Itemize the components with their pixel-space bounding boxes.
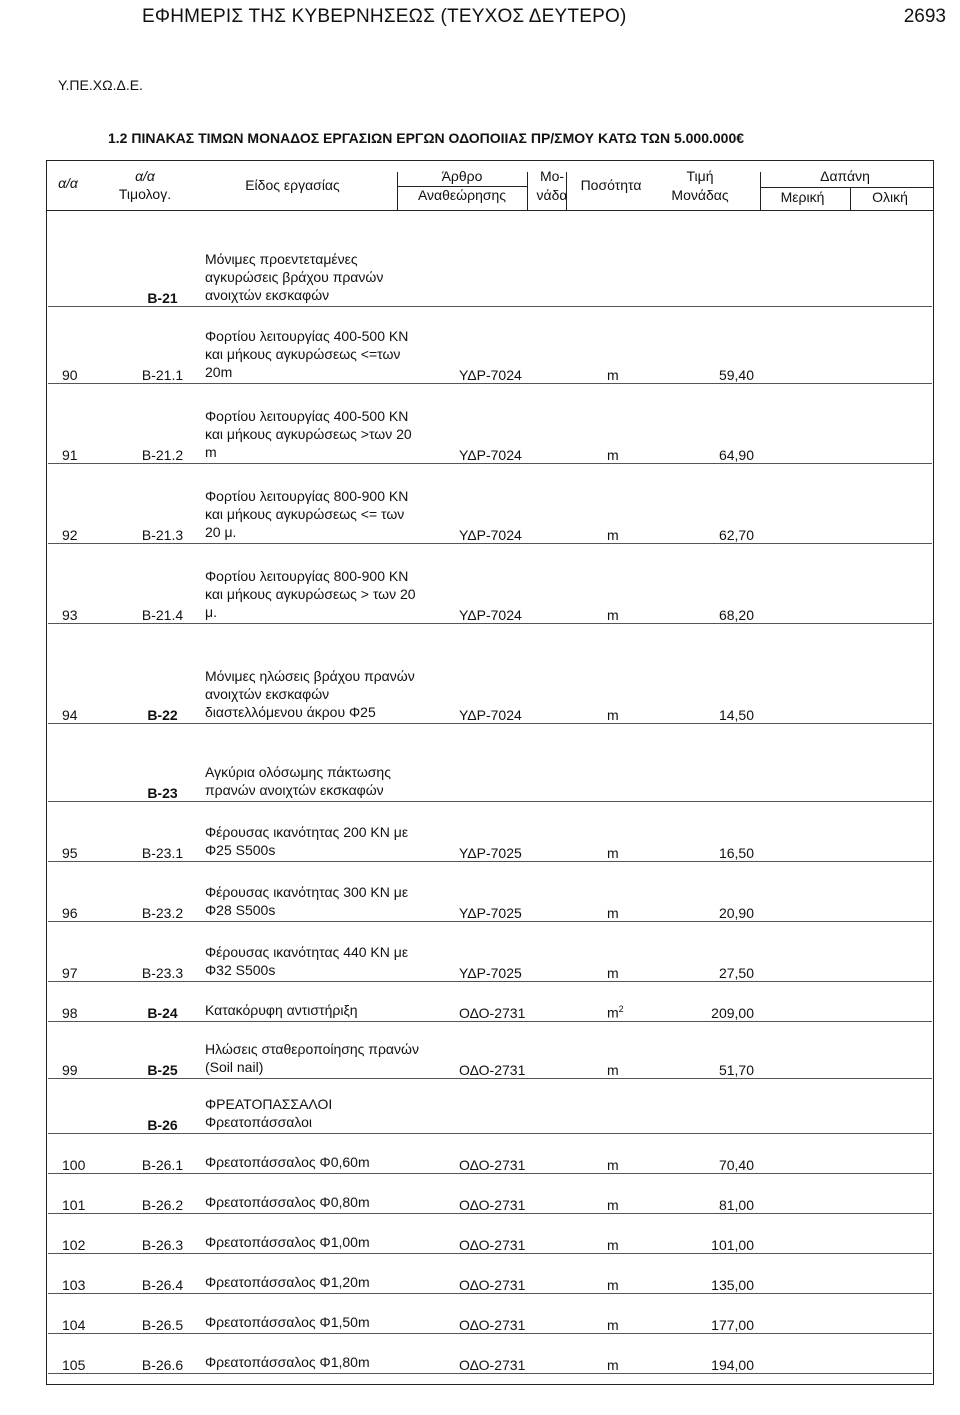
row-aa: 101 — [48, 1173, 120, 1213]
row-aa: 91 — [48, 383, 120, 463]
row-spacer — [754, 1213, 932, 1253]
row-article: ΥΔΡ-7024 — [423, 463, 599, 543]
row-description: Φρεατοπάσσαλος Φ1,50m — [205, 1293, 423, 1333]
row-article: ΟΔΟ-2731 — [423, 1213, 599, 1253]
row-aa: 97 — [48, 921, 120, 981]
row-unit-price: 20,90 — [679, 861, 754, 921]
table-row — [48, 1333, 932, 1373]
table-row — [48, 1293, 932, 1333]
table-row — [48, 1133, 932, 1173]
row-code: Β-25 — [120, 1021, 205, 1078]
row-spacer — [754, 921, 932, 981]
row-article — [423, 723, 599, 801]
row-unit: m — [599, 1133, 679, 1173]
row-code: Β-21.1 — [120, 306, 205, 383]
row-description: Φορτίου λειτουργίας 400-500 ΚΝ και μήκους αγκυρώσεως <=των 20m — [205, 306, 423, 383]
row-article: ΥΔΡ-7024 — [423, 623, 599, 723]
table-row — [48, 463, 932, 543]
header-vline — [566, 172, 567, 210]
organization-label: Υ.ΠΕ.ΧΩ.Δ.Ε. — [58, 77, 143, 93]
row-unit — [599, 216, 679, 306]
row-unit-price: 64,90 — [679, 383, 754, 463]
row-aa: 98 — [48, 981, 120, 1021]
col-meriki: Μερική — [780, 189, 825, 205]
row-spacer — [754, 543, 932, 623]
row-code: Β-23 — [120, 723, 205, 801]
row-aa: 103 — [48, 1253, 120, 1293]
row-aa: 96 — [48, 861, 120, 921]
table-row — [48, 861, 932, 921]
row-article: ΥΔΡ-7024 — [423, 383, 599, 463]
row-description: Φρεατοπάσσαλος Φ1,20m — [205, 1253, 423, 1293]
unit-superscript: 2 — [618, 1003, 624, 1014]
row-spacer — [754, 216, 932, 306]
row-unit-price — [679, 723, 754, 801]
row-aa — [48, 1078, 120, 1133]
row-code: Β-26.6 — [120, 1333, 205, 1373]
row-code: Β-24 — [120, 981, 205, 1021]
row-unit-price: 177,00 — [679, 1293, 754, 1333]
dapani-divider — [760, 187, 934, 188]
row-description: Φέρουσας ικανότητας 300 ΚΝ με Φ28 S500s — [205, 861, 423, 921]
header-bottom-rule — [46, 210, 934, 211]
row-spacer — [754, 1253, 932, 1293]
row-unit: m — [599, 543, 679, 623]
row-unit: m — [599, 306, 679, 383]
row-code: Β-23.3 — [120, 921, 205, 981]
row-spacer — [754, 383, 932, 463]
row-unit-price: 14,50 — [679, 623, 754, 723]
row-unit: m — [599, 921, 679, 981]
row-unit-price: 101,00 — [679, 1213, 754, 1253]
row-unit-price: 81,00 — [679, 1173, 754, 1213]
table-row — [48, 1213, 932, 1253]
row-description: Φέρουσας ικανότητας 440 ΚΝ με Φ32 S500s — [205, 921, 423, 981]
row-spacer — [754, 1173, 932, 1213]
row-unit — [599, 1078, 679, 1133]
table-row — [48, 1021, 932, 1078]
row-code: Β-26.2 — [120, 1173, 205, 1213]
row-unit: m — [599, 801, 679, 861]
row-description: Κατακόρυφη αντιστήριξη — [205, 981, 423, 1021]
row-code: Β-23.1 — [120, 801, 205, 861]
row-spacer — [754, 723, 932, 801]
row-article: ΥΔΡ-7024 — [423, 543, 599, 623]
row-unit-price: 51,70 — [679, 1021, 754, 1078]
row-unit: m — [599, 1253, 679, 1293]
row-article: ΥΔΡ-7025 — [423, 801, 599, 861]
header-vline — [527, 172, 528, 210]
row-code: Β-26.3 — [120, 1213, 205, 1253]
row-spacer — [754, 1133, 932, 1173]
row-unit-price — [679, 1078, 754, 1133]
price-table — [48, 216, 932, 1374]
page-number: 2693 — [903, 6, 946, 27]
row-article: ΟΔΟ-2731 — [423, 1133, 599, 1173]
row-description: Φρεατοπάσσαλος Φ1,00m — [205, 1213, 423, 1253]
row-description: Φορτίου λειτουργίας 400-500 ΚΝ και μήκους αγκυρώσεως >των 20 m — [205, 383, 423, 463]
table-row — [48, 543, 932, 623]
row-code: Β-21.3 — [120, 463, 205, 543]
row-code: Β-21 — [120, 216, 205, 306]
row-code: Β-26 — [120, 1078, 205, 1133]
row-unit: m — [599, 383, 679, 463]
row-spacer — [754, 1078, 932, 1133]
row-spacer — [754, 861, 932, 921]
row-spacer — [754, 801, 932, 861]
col-timi-line2: Μονάδας — [671, 187, 729, 203]
row-spacer — [754, 306, 932, 383]
row-code: Β-21.2 — [120, 383, 205, 463]
row-aa: 102 — [48, 1213, 120, 1253]
col-arthro-line1: Άρθρο — [441, 168, 483, 184]
row-description: Φρεατοπάσσαλος Φ0,60m — [205, 1133, 423, 1173]
row-description: Φρεατοπάσσαλος Φ1,80m — [205, 1333, 423, 1373]
row-description: Φορτίου λειτουργίας 800-900 ΚΝ και μήκους αγκυρώσεως <= των 20 μ. — [205, 463, 423, 543]
row-aa — [48, 216, 120, 306]
row-description: Μόνιμες ηλώσεις βράχου πρανών ανοιχτών εκσκαφών διαστελλόμενου άκρου Φ25 — [205, 623, 423, 723]
row-article: ΟΔΟ-2731 — [423, 1253, 599, 1293]
row-article: ΥΔΡ-7025 — [423, 921, 599, 981]
row-description: ΦΡΕΑΤΟΠΑΣΣΑΛΟΙ Φρεατοπάσσαλοι — [205, 1078, 423, 1133]
table-row — [48, 1253, 932, 1293]
row-spacer — [754, 1021, 932, 1078]
col-aa-tim-line2: Τιμολογ. — [118, 186, 172, 202]
col-arthro-line2: Αναθεώρησης — [417, 187, 507, 203]
row-description: Αγκύρια ολόσωμης πάκτωσης πρανών ανοιχτών εκσκαφών — [205, 723, 423, 801]
col-oliki: Ολική — [872, 189, 908, 205]
row-unit: m — [599, 463, 679, 543]
row-article: ΟΔΟ-2731 — [423, 1173, 599, 1213]
table-row — [48, 1078, 932, 1133]
row-unit-price: 194,00 — [679, 1333, 754, 1373]
table-row — [48, 981, 932, 1021]
row-code: Β-21.4 — [120, 543, 205, 623]
row-description: Φρεατοπάσσαλος Φ0,80m — [205, 1173, 423, 1213]
row-aa: 95 — [48, 801, 120, 861]
row-aa: 100 — [48, 1133, 120, 1173]
row-article: ΥΔΡ-7025 — [423, 861, 599, 921]
row-aa: 90 — [48, 306, 120, 383]
row-unit-price: 70,40 — [679, 1133, 754, 1173]
row-unit — [599, 723, 679, 801]
row-aa: 94 — [48, 623, 120, 723]
row-unit: $m^2$ — [599, 981, 679, 1021]
row-description: Μόνιμες προεντεταμένες αγκυρώσεις βράχου πρανών ανοιχτών εκσκαφών — [205, 216, 423, 306]
header-vline — [760, 172, 761, 210]
row-unit-price: 27,50 — [679, 921, 754, 981]
row-unit-price — [679, 216, 754, 306]
row-spacer — [754, 463, 932, 543]
col-aa: α/α — [58, 175, 78, 191]
row-unit-price: 135,00 — [679, 1253, 754, 1293]
row-spacer — [754, 623, 932, 723]
table-row — [48, 723, 932, 801]
row-article: ΥΔΡ-7024 — [423, 306, 599, 383]
row-aa: 104 — [48, 1293, 120, 1333]
row-unit: m — [599, 1213, 679, 1253]
row-unit-price: 59,40 — [679, 306, 754, 383]
row-unit: m — [599, 1021, 679, 1078]
row-code: Β-23.2 — [120, 861, 205, 921]
table-row — [48, 306, 932, 383]
row-unit: m — [599, 1293, 679, 1333]
row-article: ΟΔΟ-2731 — [423, 1333, 599, 1373]
row-unit: m — [599, 1173, 679, 1213]
row-unit-price: 68,20 — [679, 543, 754, 623]
row-unit-price: 209,00 — [679, 981, 754, 1021]
page-header — [0, 0, 960, 40]
row-aa: 99 — [48, 1021, 120, 1078]
row-unit: m — [599, 623, 679, 723]
row-spacer — [754, 1293, 932, 1333]
row-code: Β-26.5 — [120, 1293, 205, 1333]
table-row — [48, 801, 932, 861]
table-row — [48, 1173, 932, 1213]
table-row — [48, 623, 932, 723]
col-monada-line1: Μο- — [539, 168, 565, 184]
col-monada-line2: νάδα — [536, 187, 568, 203]
row-article — [423, 216, 599, 306]
row-article — [423, 1078, 599, 1133]
gazette-title: ΕΦΗΜΕΡΙΣ ΤΗΣ ΚΥΒΕΡΝΗΣΕΩΣ (ΤΕΥΧΟΣ ΔΕΥΤΕΡΟ) — [142, 6, 627, 27]
row-code: Β-22 — [120, 623, 205, 723]
row-code: Β-26.1 — [120, 1133, 205, 1173]
row-aa: 105 — [48, 1333, 120, 1373]
table-row — [48, 383, 932, 463]
table-row — [48, 921, 932, 981]
table-row — [48, 216, 932, 306]
row-article: ΟΔΟ-2731 — [423, 1021, 599, 1078]
header-vline — [850, 187, 851, 210]
row-article: ΟΔΟ-2731 — [423, 1293, 599, 1333]
row-article: ΟΔΟ-2731 — [423, 981, 599, 1021]
row-aa — [48, 723, 120, 801]
row-unit-price: 16,50 — [679, 801, 754, 861]
row-code: Β-26.4 — [120, 1253, 205, 1293]
col-timi-line1: Τιμή — [686, 168, 714, 184]
row-description: Φορτίου λειτουργίας 800-900 ΚΝ και μήκους αγκυρώσεως > των 20 μ. — [205, 543, 423, 623]
arthro-divider — [397, 186, 527, 187]
row-aa: 93 — [48, 543, 120, 623]
row-spacer — [754, 981, 932, 1021]
row-unit-price: 62,70 — [679, 463, 754, 543]
row-description: Φέρουσας ικανότητας 200 ΚΝ με Φ25 S500s — [205, 801, 423, 861]
row-spacer — [754, 1333, 932, 1373]
row-description: Ηλώσεις σταθεροποίησης πρανών (Soil nail) — [205, 1021, 423, 1078]
document-title: 1.2 ΠΙΝΑΚΑΣ ΤΙΜΩΝ ΜΟΝΑΔΟΣ ΕΡΓΑΣΙΩΝ ΕΡΓΩΝ ΟΔΟΠΟΙΙΑΣ ΠΡ/ΣΜΟΥ ΚΑΤΩ ΤΩΝ 5.000.000€ — [108, 130, 745, 146]
header-vline — [397, 172, 398, 210]
col-eidos: Είδος εργασίας — [245, 177, 340, 193]
row-aa: 92 — [48, 463, 120, 543]
row-unit: m — [599, 861, 679, 921]
col-posotita: Ποσότητα — [580, 177, 642, 193]
col-dapani: Δαπάνη — [820, 168, 870, 184]
col-aa-tim-line1: α/α — [135, 168, 155, 184]
row-unit: m — [599, 1333, 679, 1373]
